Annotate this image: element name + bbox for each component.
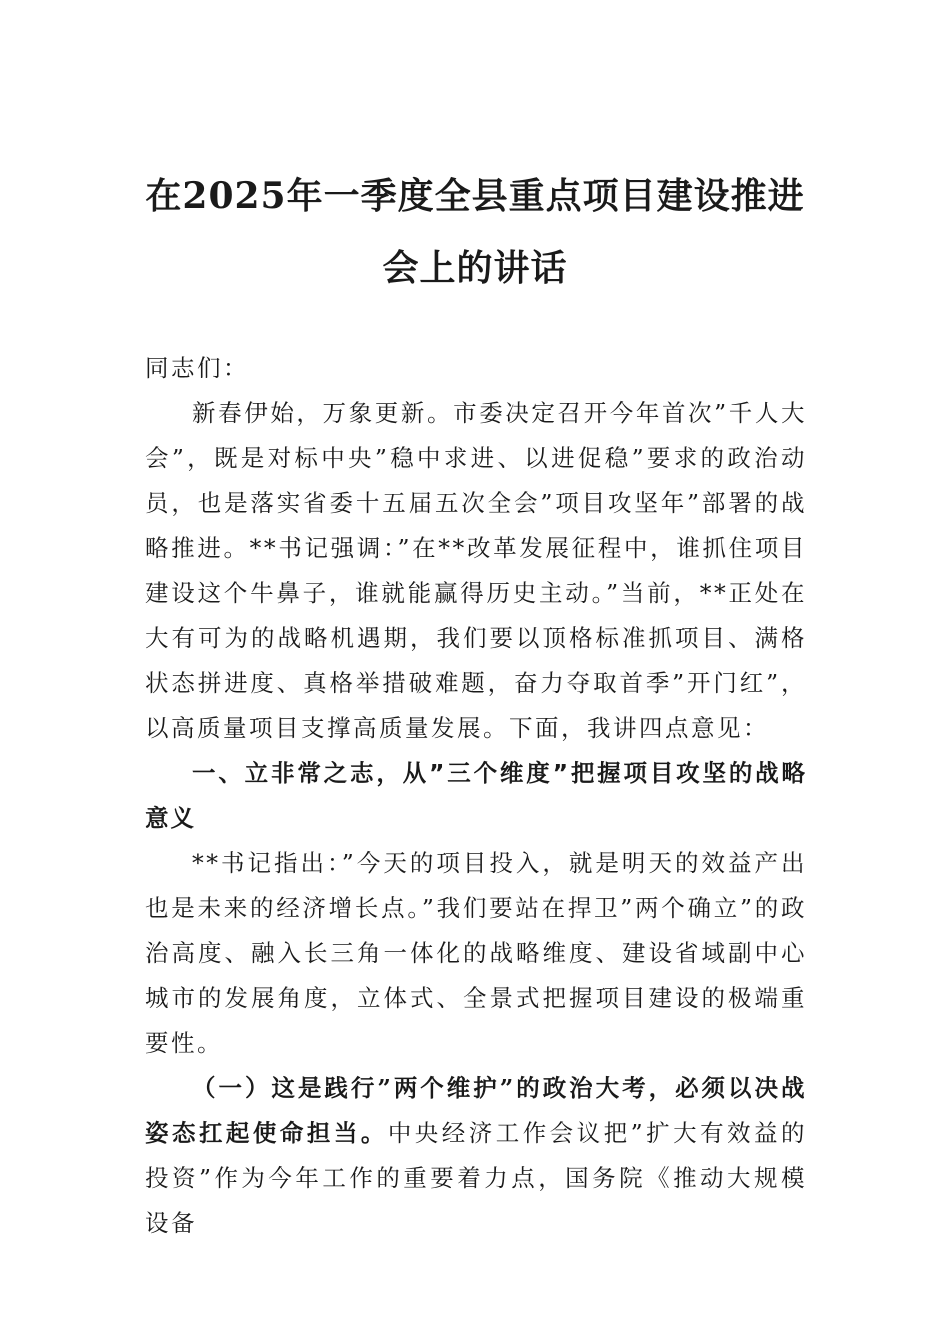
subsection-text-1: 中央经济工作会议把”扩大有效益的投资”作为今年工作的重要着力点，国务院《推动大规模设备 <box>145 1119 808 1237</box>
document-body <box>145 346 807 1246</box>
paragraph-subsection1 <box>145 1066 807 1246</box>
subsection-heading-1: （一）这是践行”两个维护”的政治大考，必须以决战姿态扛起使命担当。 <box>145 1074 807 1147</box>
salutation: 同志们： <box>145 354 249 382</box>
paragraph-intro: 新春伊始，万象更新。市委决定召开今年首次”千人大会”，既是对标中央”稳中求进、以进促稳”要求的政治动员，也是落实省委十五届五次全会”项目攻坚年”部署的战略推进。**书记强调：”在**改革发展征程中，谁抓住项目建设这个牛鼻子，谁就能赢得历史主动。”当前，**正处在大有可为的战略机遇期，我们要以顶格标准抓项目、满格状态拼进度、真格举措破难题，奋力夺取首季”开门红”，以高质量项目支撑高质量发展。下面，我讲四点意见： <box>145 399 807 742</box>
document-title: 在2025年一季度全县重点项目建设推进会上的讲话 <box>145 175 805 289</box>
section-heading-1: 一、立非常之志，从”三个维度”把握项目攻坚的战略意义 <box>145 759 807 832</box>
paragraph-section1: **书记指出：”今天的项目投入，就是明天的效益产出也是未来的经济增长点。”我们要站在捍卫”两个确立”的政治高度、融入长三角一体化的战略维度、建设省域副中心城市的发展角度，立体式、全景式把握项目建设的极端重要性。 <box>145 849 807 1057</box>
